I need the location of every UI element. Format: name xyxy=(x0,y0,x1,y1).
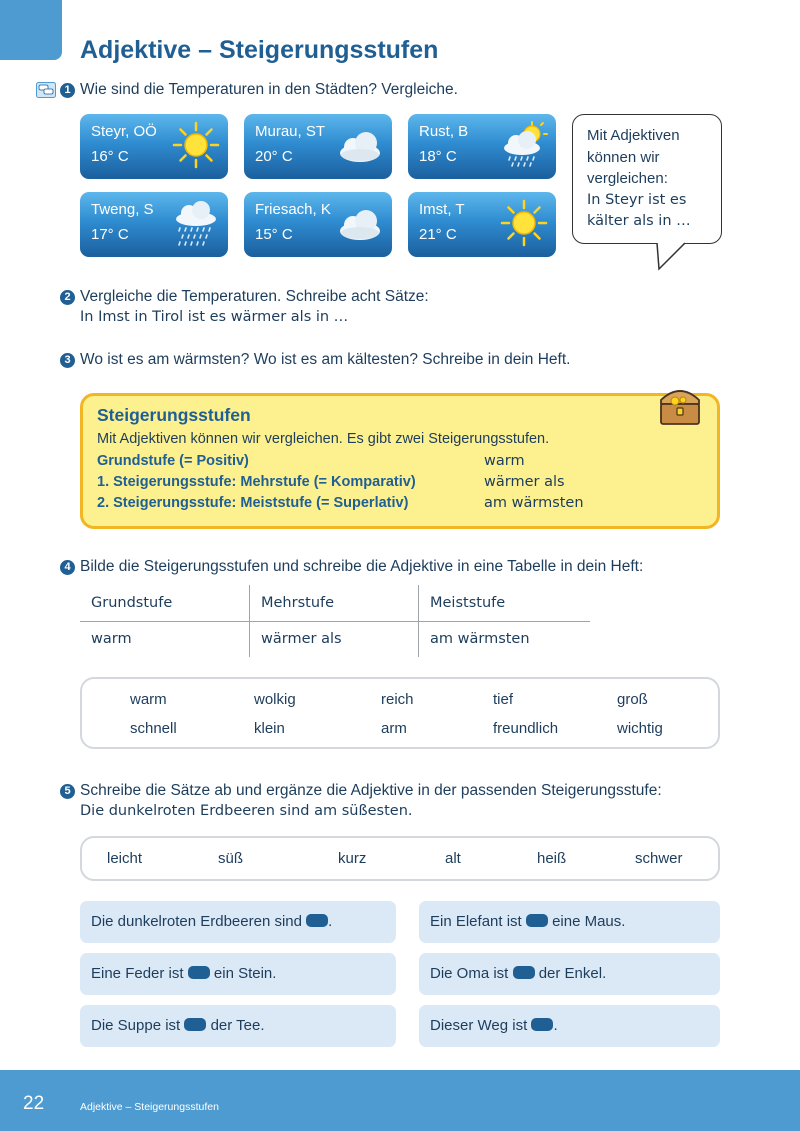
sentence-card xyxy=(80,901,396,943)
speech-bubble xyxy=(572,114,722,244)
task-number: 5 xyxy=(60,784,75,799)
treasure-chest-icon xyxy=(657,386,703,426)
city-card xyxy=(408,192,556,257)
rule-row xyxy=(97,474,703,495)
footer-title: Adjektive – Steigerungsstufen xyxy=(80,1101,219,1113)
blank-gap xyxy=(184,1018,206,1031)
word: heiß xyxy=(537,850,567,867)
sentence-end: . xyxy=(553,1017,558,1034)
table-header: Mehrstufe xyxy=(261,595,335,611)
rule-row xyxy=(97,453,703,474)
rule-label: 1. Steigerungsstufe: Mehrstufe (= Komparativ) xyxy=(97,474,416,490)
sentence-start: Die Suppe ist xyxy=(91,1017,181,1034)
city-temperature: 20° C xyxy=(255,148,293,165)
word: freundlich xyxy=(493,720,559,737)
city-card xyxy=(408,114,556,179)
blank-gap xyxy=(306,914,328,927)
cloud-icon xyxy=(336,121,384,169)
city-name: Murau, ST xyxy=(255,123,326,140)
word: alt xyxy=(445,850,461,867)
bubble-line: In Steyr ist es xyxy=(587,191,687,208)
task-1 xyxy=(60,79,458,100)
task-3 xyxy=(60,349,570,370)
table-cell: wärmer als xyxy=(261,631,342,647)
city-name: Steyr, OÖ xyxy=(91,123,157,140)
page-footer xyxy=(0,1070,800,1131)
sentence-card xyxy=(80,1005,396,1047)
word: süß xyxy=(218,850,244,867)
page-number: 22 xyxy=(23,1093,45,1114)
table-divider xyxy=(249,585,250,657)
table-header: Meiststufe xyxy=(430,595,506,611)
word: warm xyxy=(130,691,167,708)
sentence-start: Eine Feder ist xyxy=(91,965,184,982)
bubble-line: können wir xyxy=(587,148,660,166)
word: reich xyxy=(381,691,414,708)
rule-example: warm xyxy=(484,453,525,469)
task-example: Die dunkelroten Erdbeeren sind am süßesten. xyxy=(80,803,413,819)
comparison-table xyxy=(80,585,590,657)
city-name: Tweng, S xyxy=(91,201,154,218)
speech-bubbles-icon xyxy=(36,82,56,98)
word: wolkig xyxy=(254,691,296,708)
bubble-line: kälter als in … xyxy=(587,213,691,229)
table-header: Grundstufe xyxy=(91,595,173,611)
sentence-end: ein Stein. xyxy=(213,965,277,982)
blank-gap xyxy=(526,914,548,927)
blank-gap xyxy=(513,966,535,979)
sun-icon xyxy=(172,121,220,169)
table-cell: warm xyxy=(91,631,132,647)
task-example: In Imst in Tirol ist es wärmer als in … xyxy=(80,309,349,325)
page-title: Adjektive – Steigerungsstufen xyxy=(80,36,439,64)
word: leicht xyxy=(107,850,143,867)
sentence-end: . xyxy=(328,913,333,930)
table-cell: am wärmsten xyxy=(430,631,530,647)
corner-tab xyxy=(0,0,62,60)
rule-row xyxy=(97,495,703,516)
task-number: 3 xyxy=(60,353,75,368)
table-divider xyxy=(80,621,590,622)
task-5 xyxy=(60,780,662,822)
rule-label: 2. Steigerungsstufe: Meiststufe (= Superlativ) xyxy=(97,495,409,511)
task-text: Wie sind die Temperaturen in den Städten? Vergleiche. xyxy=(80,81,458,98)
adjective-word-box xyxy=(80,677,720,749)
city-name: Rust, B xyxy=(419,123,469,140)
rule-box xyxy=(80,393,720,529)
task-number: 1 xyxy=(60,83,75,98)
word: kurz xyxy=(338,850,367,867)
bubble-line: Mit Adjektiven xyxy=(587,127,680,144)
sentence-end: eine Maus. xyxy=(552,913,626,930)
rule-title: Steigerungsstufen xyxy=(97,405,251,425)
city-temperature: 15° C xyxy=(255,226,293,243)
city-temperature: 17° C xyxy=(91,226,129,243)
sentence-start: Ein Elefant ist xyxy=(430,913,522,930)
sentence-start: Die Oma ist xyxy=(430,965,509,982)
task-text: Schreibe die Sätze ab und ergänze die Adjektive in der passenden Steigerungsstufe: xyxy=(80,782,662,799)
word: arm xyxy=(381,720,407,737)
task-4 xyxy=(60,556,643,577)
rule-intro: Mit Adjektiven können wir vergleichen. Es gibt zwei Steigerungsstufen. xyxy=(97,431,550,447)
sentence-card xyxy=(80,953,396,995)
cloud-icon xyxy=(336,199,384,247)
task-number: 2 xyxy=(60,290,75,305)
city-temperature: 18° C xyxy=(419,148,457,165)
sentence-card xyxy=(419,1005,720,1047)
speech-bubble-tail xyxy=(655,242,695,272)
rule-example: wärmer als xyxy=(484,474,565,490)
city-card xyxy=(80,192,228,257)
word: schnell xyxy=(130,720,177,737)
task-text: Vergleiche die Temperaturen. Schreibe acht Sätze: xyxy=(80,288,429,305)
rule-example: am wärmsten xyxy=(484,495,584,511)
sun-icon xyxy=(500,199,548,247)
blank-gap xyxy=(531,1018,553,1031)
word: schwer xyxy=(635,850,683,867)
city-temperature: 16° C xyxy=(91,148,129,165)
sentence-start: Dieser Weg ist xyxy=(430,1017,528,1034)
rain-cloud-icon xyxy=(172,199,220,247)
sentence-card xyxy=(419,901,720,943)
bubble-line: vergleichen: xyxy=(587,170,668,187)
table-divider xyxy=(418,585,419,657)
city-card xyxy=(80,114,228,179)
word: klein xyxy=(254,720,285,737)
city-temperature: 21° C xyxy=(419,226,457,243)
sentence-end: der Enkel. xyxy=(538,965,607,982)
city-name: Imst, T xyxy=(419,201,465,218)
sun-rain-cloud-icon xyxy=(500,121,548,169)
task-2 xyxy=(60,286,429,328)
task-text: Wo ist es am wärmsten? Wo ist es am kältesten? Schreibe in dein Heft. xyxy=(80,351,571,368)
sentence-start: Die dunkelroten Erdbeeren sind xyxy=(91,913,302,930)
blank-gap xyxy=(188,966,210,979)
task-text: Bilde die Steigerungsstufen und schreibe die Adjektive in eine Tabelle in dein Heft: xyxy=(80,558,644,575)
word: groß xyxy=(617,691,648,708)
city-card xyxy=(244,114,392,179)
adjective-word-box xyxy=(80,836,720,881)
city-name: Friesach, K xyxy=(255,201,331,218)
sentence-end: der Tee. xyxy=(210,1017,265,1034)
city-card xyxy=(244,192,392,257)
task-number: 4 xyxy=(60,560,75,575)
word: tief xyxy=(493,691,514,708)
word: wichtig xyxy=(617,720,663,737)
sentence-card xyxy=(419,953,720,995)
rule-label: Grundstufe (= Positiv) xyxy=(97,453,249,469)
